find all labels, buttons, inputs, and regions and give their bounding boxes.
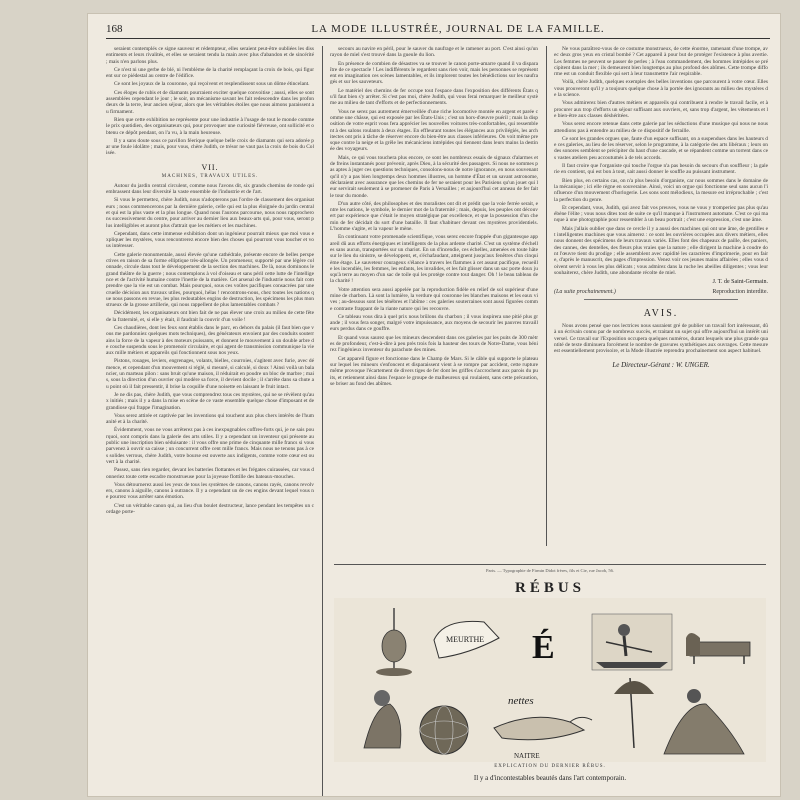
paragraph: Vous ne serez pas autrement émerveillée d'une riche locomotive montée en argent et parée comme une châsse, qui est exposée par les États-Unis ; c'est un hors-d'œuvre puéril ; mais la disposition de votre esprit vous fera apprécier les nouvelles voitures très-confortables, qui ressemblent à des salons roulants à deux étages. En effleurant toutes les élégances aux privilégiés, les architectes ont pris à tâche de réserver encore du bien-être aux classes inférieures. On voit même presque contre la neige et la grêle les mécaniciens intrépides qui tiennent dans leurs mains la destinée des voyageurs. — [330, 108, 538, 153]
paragraph: Ce sont les joyaux de la couronne, qui reçoivent et resplendissent sous un dôme étincelant. — [114, 81, 310, 88]
paragraph: Ce tableau vous dira à quel prix nous brûlons du charbon ; il vous inspirera une pitié plus grande ; il vous fera songer, malgré votre impuissance, aux moyens de secourir les pauvres travailleurs perdus dans ce gouffre. — [330, 313, 538, 333]
paragraph: Cette galerie monumentale, aussi élevée qu'une cathédrale, présente encore de belles perspectives en raison de sa forme elliptique très-allongée. Un promeneur, supporté par une légère colonnade, circule dans tout le développement de la section des machines. De là, nous dominons le grand théâtre de la guerre ; nous contemplons à vol d'oiseau et sans péril cette lutte de l'intelligence et de l'activité humaine contre l'inertie de la matière. Cet arsenal de l'industrie nous fait comprendre que la vie est un combat. Mais pourquoi, sous ces voûtes pacifiques consacrées par une cruelle décision aux travaux utiles, pourquoi, hélas ! rencontrons-nous, chez toutes les nations que nous passons en revue, les plus redoutables engins de destruction, les spécimens les plus monstrueux de la grosse artillerie, qui nous rappellent de plus lamentables combats ? — [106, 251, 314, 309]
paragraph: C'est un véritable canon qui, au lieu d'un boulet destructeur, lance pendant les tempêtes un cordage porte- — [106, 502, 314, 515]
paragraph: Le matériel des chemins de fer occupe tout l'espace dans l'exposition des différents États qu'il faut bien s'y arrêter. Si c'est pas moi, chère Judith, qui vous ferai remarquer le meilleur système au milieu de tant d'efforts et de perfectionnements. — [330, 87, 538, 107]
rebus-caption: EXPLICATION DU DERNIER RÉBUS. — [494, 764, 606, 769]
column-divider — [322, 46, 323, 796]
paragraph: Ne vous paraîtrez-vous de ce costume monstrueux, de cette énorme, ramenant d'une trompe, avec deux gros yeux en cristal bombé ? Cet appareil à pour but de protéger l'existence à plus avertie. Les femmes ne peuvent se passer de perles ; à l'eau commandement, des hommes intrépides se précipitent dans la mer ; ils demeurent bien longtemps au plus profond des abîmes. Cette trompe difforme est un conduit flexible qui sert à leur transmettre l'air respirable. — [554, 46, 768, 78]
paragraph: Évidemment, vous ne vous arrêterez pas à ces inexpugnables coffres-forts qui, je ne sais pourquoi, sont compris dans la galerie des arts utiles. Il y a cependant un inventeur qui présente au public une inscription bien séduisante : il vous offre une prime de cinquante mille francs si vous parvenez à ouvrir sa caisse ; un concurrent offre cent mille francs. Mais nous ne tenons pas à ces solides verrous, chère Judith, votre bourse est ouverte aux indigents, comme votre cœur est ouvert à la charité. — [106, 427, 314, 465]
paragraph: Je ne dis pas, chère Judith, que vous comprendrez tous ces mystères, qui ne se révèlent qu'aux initiés ; mais il y a dans la mise en scène de ce vaste ensemble quelque chose d'imposant et de grandiose qui frappe l'imagination. — [106, 391, 314, 411]
column-3 — [554, 46, 768, 546]
letter-e — [532, 629, 555, 666]
paragraph: Vous serez attirée et captivée par les inventions qui touchent aux plus chers intérêts de l'humanité et à la charité. — [106, 412, 314, 426]
section-subtitle: MACHINES, TRAVAUX UTILES. — [161, 173, 259, 179]
paragraph: Autour du jardin central circulent, comme nous l'avons dit, six grands chemins de ronde qui embrassent dans leur diversité la vaste ensemble de l'industrie et de l'art. — [106, 182, 314, 196]
paragraph: Et quand vous saurez que les mineurs descendent dans ces galeries par les puits de 300 mètres de profondeur, c'est-à-dire à peu près trois fois la hauteur des tours de Notre-Dame, vous bénirez l'ingénieux inventeur du parachute des mines. — [330, 334, 538, 354]
paragraph: Cet appareil figure et fonctionne dans le Champ de Mars. Si le câble qui supporte le plateau sur lequel les mineurs s'enfoncent et disparaissent vient à se rompre par accident, cette rupture même provoque l'écartement de divers tiges de fer dont les griffes s'accrochent aux parois du puits, et retiennent ainsi dans l'espace le groupe de malheureux qui roulaient, sans cette précaution, se briser au fond des abîmes. — [330, 355, 538, 387]
paragraph: Ce n'est ni une gerbe de blé, ni l'emblème de la charité remplaçant la croix de bois, qui figurent sur ce piédestal au centre de l'édifice. — [106, 66, 314, 80]
rebus-word-1: MEURTHE — [446, 635, 485, 644]
paragraph: Vous détournerez aussi les yeux de tous les systèmes de canons, canons rayés, canons revolvers, canons à aiguille, canons à outrance. Il y a cependant un de ces engins devant lequel vous ne pourrez vous arrêter sans émotion. — [106, 481, 314, 501]
rebus-word-4: NAITRE — [514, 752, 540, 760]
newspaper-page — [88, 14, 780, 796]
page-number: 168 — [106, 23, 123, 35]
paragraph: seraient contemplés ce signe sauveur et rédempteur, elles seraient peut-être oubliées les dissentiments et leurs rivalités, et elles se seraient tendu la main avec plus d'abandon et de sincérité ; mais n'en parlons plus. — [106, 46, 314, 65]
avis-text: Nous avons pensé que nos lectrices nous sauraient gré de publier un travail fort intéressant, dû à un écrivain connu par de nombreux succès, et traitant un sujet qui offre aujourd'hui un intérêt universel. Ce travail sur l'Exposition occupera quelques numéros, durant lesquels une plus grande quantité de texte diminuera forcément le nombre de gravures synthétiques aux ouvrages. Cette mesure est essentiellement provisoire, et la Mode illustrée reprendra prochainement son aspect habituel. — [554, 323, 768, 355]
running-title: LA MODE ILLUSTRÉE, JOURNAL DE LA FAMILLE. — [311, 23, 605, 35]
paragraph: secours au navire en péril, pour le sauver du naufrage et le ramener au port. C'est ainsi qu'un rayon de miel s'est trouvé dans la gueule du lion. — [330, 46, 538, 59]
avis-title: AVIS. — [643, 308, 679, 320]
paragraph: Pistons, rouages, leviers, engrenages, volants, bielles, courroies, s'agitent avec furie, avec démence, et cependant d'un mouvement si réglé, si mesuré, si calculé, si doux ! Ainsi voilà un balancier, un marteau pilon : sans bruit qu'une maison, il réduirait en poudre un bloc de marbre ; mais, sous la direction d'un ouvrier qui modère sa force, il devient docile ; il s'arrête dans sa chute au point où il fait pressentir, il brise la coquille d'une noisette en laissant le fruit intact. — [106, 358, 314, 390]
paragraph: Rien que cette exhibition ne représente pour une industrie à l'usage de tout le monde comme le prix quotidien, des organisateurs qui, pour provoquer une curiosité fiévreuse, ont sollicité et obtenu ce dépôt pendant, on l'a vu, à la main heureuse. — [106, 116, 314, 136]
paragraph: Ce sont les grandes orgues que, faute d'un espace suffisant, on a suspendues dans les hauteurs de ces galeries, au lieu de les réserver, selon le programme, à la catégorie des arts libéraux ; leurs ondes sonores semblent se précipiter du haut d'une cascade, et se répandent comme un torrent dans ces vastes ateliers peu accoutumés à de tels accords. — [554, 135, 768, 161]
paragraph: Cependant, dans cette immense exhibition dont un ingénieur pourrait mieux que moi vous expliquer les mystères, vous rencontrerez encore bien des choses qui pourront vous toucher et vous intéresser. — [106, 230, 314, 250]
rebus-illustration — [334, 598, 766, 762]
paragraph: Et cependant, vous, Judith, qui avez fait vos preuves, vous ne vous y tromperiez pas plus qu'au ébène l'élite ; vous nous dites tout de suite ce qu'il manque à l'instrument automate. C'est ce qui manque à une photographie pour ressembler à un beau portrait ; c'est une expression, c'est une âme. — [554, 204, 768, 224]
author-signature: J. T. de Saint-Germain. — [712, 279, 768, 286]
paragraph: Bien plus, en certains cas, on n'a plus besoin d'organiste, car nous sommes dans le domaine de la mécanique ; ici elle règne en souveraine. Ainsi, voici un orgue qui fonctionne seul sans aucun l'influence d'un mouvement d'horlogerie. Les sons sont mélodieux, la mesure est irréprochable ; c'est la perfection du genre. — [554, 177, 768, 203]
rebus-letter: É — [532, 629, 555, 666]
divider — [584, 299, 738, 300]
signature-notes — [554, 289, 768, 295]
director-signature: Le Directeur-Gérant : W. UNGER. — [612, 360, 710, 369]
section-title: VII. — [201, 162, 219, 172]
paragraph: Mais, ce qui vous touchera plus encore, ce sont les nombreux essais de signaux d'alarmes et de freins instantanés pour prévenir, après Dieu, à la sécurité des passagers. Si nous ne sommes pas aptes à juger ces questions techniques, consolons-nous de notre ignorance, en nous souvenant qu'il n'y a pas bien longtemps deux hommes illustres, un homme d'État et un savant astronome, déclaraient avec assurance que les chemins de fer ne seraient pour les Parisiens qu'un jouet qui leur servirait seulement à se promener de Paris à Versailles ; et aujourd'hui cet anneau de fer fait le tour du monde. — [330, 154, 538, 199]
column-divider — [546, 46, 547, 546]
page-header — [106, 20, 770, 39]
paragraph: En présence de combien de désastres va se trouver le canon porte-amarre quand il va disparaître de ce spectacle ! Les indifférents le regardent sans rien voir, mais les personnes se représentent en imagination ces scènes lamentables, et ils implorent toutes les bénédictions sur les naufragés et sur les sauveteurs. — [330, 60, 538, 86]
paragraph: Voilà, chère Judith, quelques exemples des belles inventions que parcourent à votre cœur. Elles vous prouveront qu'il y a toujours quelque chose à la portée des ignorants au milieu des mystères de la science. — [554, 79, 768, 99]
paragraph: Si vous le permettez, chère Judith, nous n'adopterons pas l'ordre de classement des organisateurs ; nous commencerons par la dernière galerie, celle qui est la plus éloignée du jardin central et qui est la plus vaste et la plus longue. Quand nous l'aurons parcourue, nous nous rapprocherons successivement du centre, pour arriver au dernier lieu aux beaux-arts qui, pour vous, seront plus intelligibles et auront plus d'attrait que les métiers et les machines. — [106, 197, 314, 229]
printer-line: Paris. — Typographie de Firmin Didot frères, fils et Cie, rue Jacob, 56. — [334, 564, 766, 573]
paragraph: Passez, sans rien regarder, devant les batteries flottantes et les frégates cuirassées, car vous donneriez toute cette escadre monstrueuse pour la joyeuse flottille des bateaux-mouches. — [106, 467, 314, 480]
paragraph: Il faut croire que l'organiste qui touche l'orgue n'a pas besoin du secours d'un souffleur ; la galerie en contient, qui est bon à tout, sait aussi donner le souffle au puissant instrument. — [554, 163, 768, 176]
rowing-figure-icon — [592, 614, 672, 670]
rebus-word-3: nettes — [508, 695, 534, 707]
column-2 — [330, 46, 538, 546]
rebus-solution: Il y a d'incontestables beautés dans l'art contemporain. — [473, 774, 627, 782]
continuation-note: (La suite prochainement.) — [554, 289, 616, 296]
rebus — [334, 580, 766, 794]
paragraph: D'un autre côté, des philosophes et des moralistes ont dit et prédit que la voie ferrée serait, entre les nations, le symbole, le dernier mot de la fraternité ; mais, depuis, les peuples ont découvert par expérience que c'était le moyen stratégique par excellence, et que la possession d'un chemin de fer décidait du sort d'une bataille. Il faut s'habituer devant ces mystères providentiels. L'homme s'agite, et la vapeur le mène. — [330, 200, 538, 233]
paragraph: Il y a sans doute sous ce pavillon féerique quelque belle croix de diamants qui sera adorée par une foule idolâtre ; mais, pour vous, chère Judith, ce trésor ne vaut pas la croix de bois du Colisée. — [106, 137, 314, 157]
paragraph: Ces chaudières, dont les feux sont établis dans le parc, en dehors du palais (il faut bien que vous me pardonniez quelques mots techniques), des générateurs envoient par des conduits souterrains la force de la vapeur à des moteurs puissants, et donnent le mouvement à un double arbre de couche suspendu sous le promenoir circulaire, et qui agent de transmission communique la vie aux mille métiers et appareils qui fonctionnent sous nos yeux. — [106, 324, 314, 357]
globe-icon — [420, 706, 468, 754]
paragraph: Vous admirerez bien d'autres métiers et appareils qui contribuent à rendre le travail facile, et à procurer aux trop d'efforts un séjour suffisant aux ouvriers, et, sans trop d'argent, les vêtements et le bien-être aux classes déshéritées. — [554, 100, 768, 119]
paragraph: Mais j'allais oublier que dans ce cercle il y a aussi des machines qui ont une âme, de gentilles et intelligentes machines que vous aimerez : ce sont les ouvrières occupées aux divers métiers, elles nous donnent des spécimens de leurs travaux variés. Elles font des chapeaux de paille, des paniers, des cannes, des dentelles, des fleurs plus vraies que la nature ; elle dirigent la machine à coudre dont l'œuvre tient du prodige ; elle assemblent avec rapidité les caractères d'imprimerie, pour en faire, d'après le manuscrit, des pages d'impression. Venez voir ces jeunes mains affairées ; elles vous doivent servir à vous les plus délicats ; vous admirez dans la ruche les abeilles diligentes ; vous leur souhaiterez, chère Judith, une abondante récolte de miel. — [554, 225, 768, 276]
paragraph: Votre attention sera aussi appelée par la reproduction fidèle en relief de sol supérieur d'une mine de charbon. Là sont la lumière, la verdure qui couronne les blanches maisons et les eaux vives ; au-dessous sont les ténèbres et l'abîme : ces galeries souterraines sont aussi figurées comme contraste frappant de la riante nature qui les recouvre. — [330, 286, 538, 312]
paragraph: Vous serez encore retenue dans cette galerie par les séductions d'une musique qui nous ne nous attendions pas à entendre au milieu de ce dispositif de ferraille. — [554, 121, 768, 134]
reproduction-note: Reproduction interdite. — [712, 289, 768, 296]
paragraph: En continuant votre promenade scientifique, vous serez encore frappée d'un gigantesque appareil dû aux efforts énergiques et intelligents de la plus ardente charité. C'est un système d'échelles sans aucun, transportées sur un chariot. En un d'incendie, ces échelles, amenées en toute hâte sur le lieu du sinistre, se développent, et, s'échafaudant, atteignent jusqu'aux fenêtres d'un cinquième étage. Le sauveteur courageux s'élance à travers les flammes à cet assaut pacifique, recueille les incendiés, les femmes, les enfants, les invalides, et les fait glisser dans un sac porte doux jusqu'à terre au moyen d'un sac de toile qui les protège contre tout danger. Oh ! le beau tableau de la charité ! — [330, 234, 538, 285]
column-1 — [106, 46, 314, 794]
rebus-title: RÉBUS — [514, 580, 586, 596]
paragraph: Décidément, les organisateurs ont bien fait de ne pas élever une croix au milieu de cette fête de la fraternité, et, si elle y était, il faudrait la couvrir d'un voile ! — [106, 310, 314, 323]
paragraph: Ces éloges de rubis et de diamants pourraient exciter quelque convoitise ; aussi, elles se sont assemblées cependant le jour ; le soir, un mécanisme savant les fait redescendre dans les profondeurs de la terre, leur ancien séjour, alors que les véritables étoiles que nous aimons paraissent au firmament. — [106, 89, 314, 115]
